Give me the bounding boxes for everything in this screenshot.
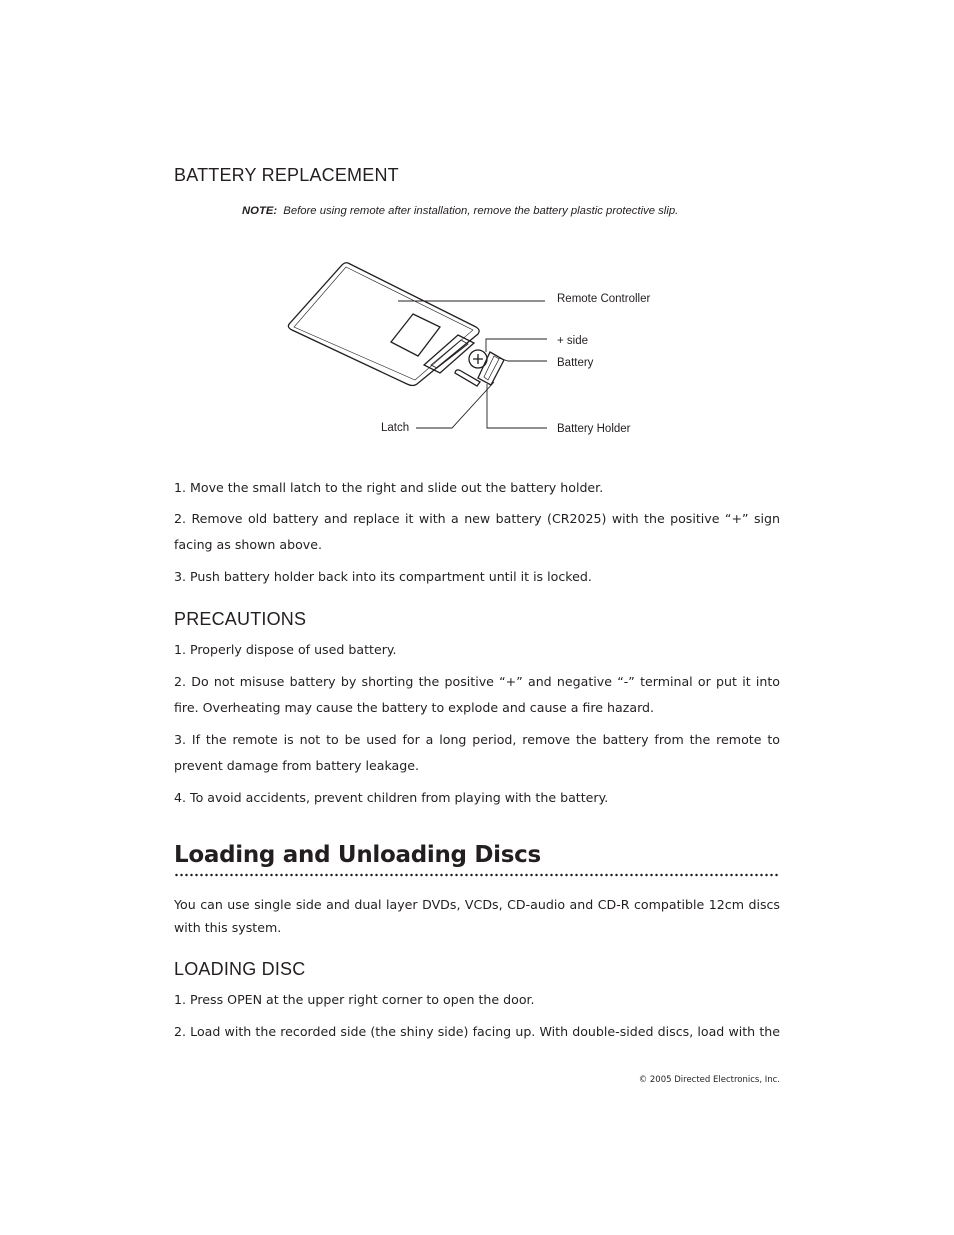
label-latch: Latch (381, 422, 410, 434)
loading-intro: You can use single side and dual layer DVDs, VCDs, CD-audio and CD-R compatible 12cm discs with this system. (174, 897, 780, 935)
remote-window (391, 314, 440, 356)
battery-replacement-heading: BATTERY REPLACEMENT (174, 165, 399, 185)
battery-step-1: 1. Move the small latch to the right and slide out the battery holder. (174, 480, 604, 495)
holder-leader (487, 384, 547, 428)
loading-section-heading: Loading and Unloading Discs (174, 842, 541, 868)
battery-diagram (270, 250, 690, 450)
battery-leader (499, 358, 547, 361)
loading-disc-step-1: 1. Press OPEN at the upper right corner to open the door. (174, 992, 535, 1007)
loading-disc-heading: LOADING DISC (174, 959, 306, 979)
plus-side-leader (486, 339, 547, 352)
label-battery: Battery (557, 357, 594, 369)
label-plus-side: + side (557, 335, 589, 347)
dotted-rule (174, 873, 780, 877)
precaution-2: 2. Do not misuse battery by shorting the positive “+” and negative “-” terminal or put it into fire. Overheating may cause the battery to explode and cause a fire hazard. (174, 674, 780, 715)
label-remote-controller: Remote Controller (557, 293, 651, 305)
precaution-3: 3. If the remote is not to be used for a long period, remove the battery from the remote to prevent damage from battery leakage. (174, 732, 780, 773)
loading-disc-step-2: 2. Load with the recorded side (the shiny side) facing up. With double-sided discs, load with the (174, 1024, 780, 1039)
latch-leader (416, 382, 494, 428)
battery-holder-outline (478, 352, 504, 385)
battery-slot (424, 335, 474, 373)
remote-inner-edge (294, 267, 473, 380)
battery-note (242, 205, 678, 217)
plus-sign-icon (473, 354, 483, 364)
remote-outline (288, 263, 479, 386)
precaution-1: 1. Properly dispose of used battery. (174, 642, 397, 657)
note-label: NOTE: (242, 205, 278, 217)
battery-step-2: 2. Remove old battery and replace it with a new battery (CR2025) with the positive “+” sign facing as shown above. (174, 511, 780, 552)
battery-step-3: 3. Push battery holder back into its compartment until it is locked. (174, 569, 592, 584)
latch-icon (455, 370, 480, 386)
precautions-heading: PRECAUTIONS (174, 609, 307, 629)
precaution-4: 4. To avoid accidents, prevent children from playing with the battery. (174, 790, 609, 805)
footer-copyright: © 2005 Directed Electronics, Inc. (638, 1075, 780, 1085)
label-battery-holder: Battery Holder (557, 423, 631, 435)
note-text: Before using remote after installation, remove the battery plastic protective slip. (283, 205, 679, 217)
